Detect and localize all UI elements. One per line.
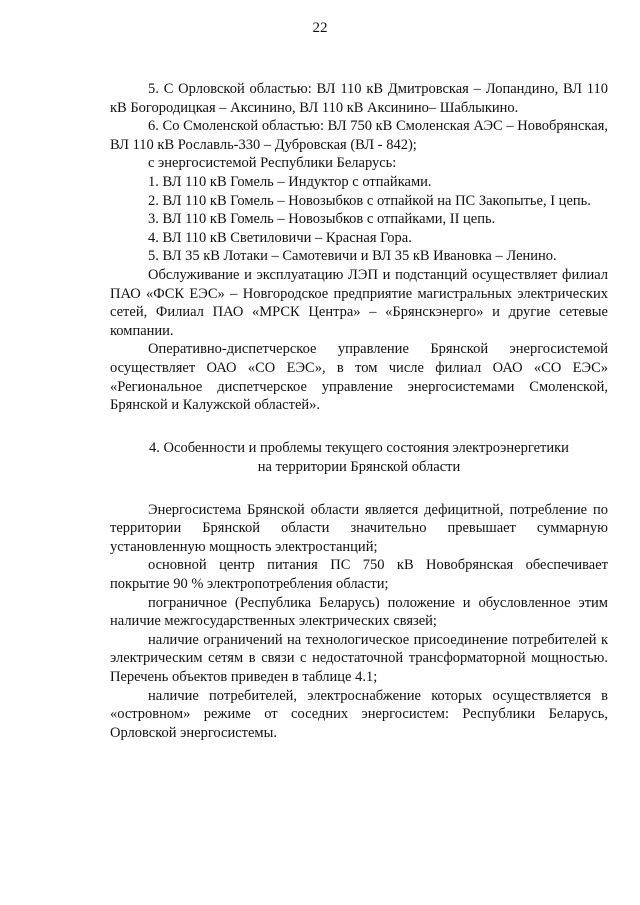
list-item-belarus-3: 3. ВЛ 110 кВ Гомель – Новозыбков с отпайками, II цепь.: [148, 211, 496, 228]
paragraph-smolensk-lines: 6. Со Смоленской областью: ВЛ 750 кВ Смоленская АЭС – Новобрянская, ВЛ 110 кВ Рославль-330 – Дубровская (ВЛ - 842);: [110, 118, 608, 153]
list-item-belarus-2: 2. ВЛ 110 кВ Гомель – Новозыбков с отпайкой на ПС Закопытье, I цепь.: [148, 192, 591, 209]
paragraph-orel-lines: 5. С Орловской областью: ВЛ 110 кВ Дмитровская – Лопандино, ВЛ 110 кВ Богородицкая – Аксинино, ВЛ 110 кВ Аксинино– Шаблыкино.: [110, 81, 608, 116]
list-item-belarus-5: 5. ВЛ 35 кВ Лотаки – Самотевичи и ВЛ 35 кВ Ивановка – Ленино.: [148, 248, 557, 265]
section-heading-line-1: 4. Особенности и проблемы текущего состояния электроэнергетики: [149, 439, 569, 456]
page-number: 22: [312, 20, 328, 36]
list-item-belarus-1: 1. ВЛ 110 кВ Гомель – Индуктор с отпайками.: [148, 173, 432, 190]
paragraph-border: пограничное (Республика Беларусь) положение и обусловленное этим наличие межгосударственных электрических связей;: [110, 594, 608, 630]
section-heading: [110, 439, 608, 477]
section-heading-line-2: на территории Брянской области: [257, 458, 461, 475]
paragraph-island-mode: наличие потребителей, электроснабжение которых осуществляется в «островном» режиме от соседних энергосистем: Республики Беларусь, Орловской энергосистемы.: [110, 687, 608, 741]
paragraph-connection-limits: наличие ограничений на технологическое присоединение потребителей к электрическим сетям в связи с недостаточной трансформаторной мощностью. Перечень объектов приведен в таблице 4.1;: [110, 631, 608, 686]
document-body: [110, 80, 608, 742]
paragraph-dispatch: Оперативно-диспетчерское управление Брянской энергосистемой осуществляет ОАО «СО ЕЭС», в том числе филиал ОАО «СО ЕЭС» «Региональное диспетчерское управление энергосистемами Смоленской, Брянской и Калужской областей».: [110, 341, 608, 414]
list-item-belarus-4: 4. ВЛ 110 кВ Светиловичи – Красная Гора.: [148, 229, 412, 246]
paragraph-deficit: Энергосистема Брянской области является дефицитной, потребление по территории Брянской области значительно превышает суммарную установленную мощность электростанций;: [110, 501, 608, 555]
paragraph-belarus-intro: с энергосистемой Республики Беларусь:: [148, 155, 397, 172]
paragraph-main-center: основной центр питания ПС 750 кВ Новобрянская обеспечивает покрытие 90 % электропотребления области;: [110, 557, 608, 593]
paragraph-maintenance: Обслуживание и эксплуатацию ЛЭП и подстанций осуществляет филиал ПАО «ФСК ЕЭС» – Новгородское предприятие магистральных электрических сетей, Филиал ПАО «МРСК Центра» – «Брянскэнерго» и другие сетевые компании.: [110, 266, 608, 339]
